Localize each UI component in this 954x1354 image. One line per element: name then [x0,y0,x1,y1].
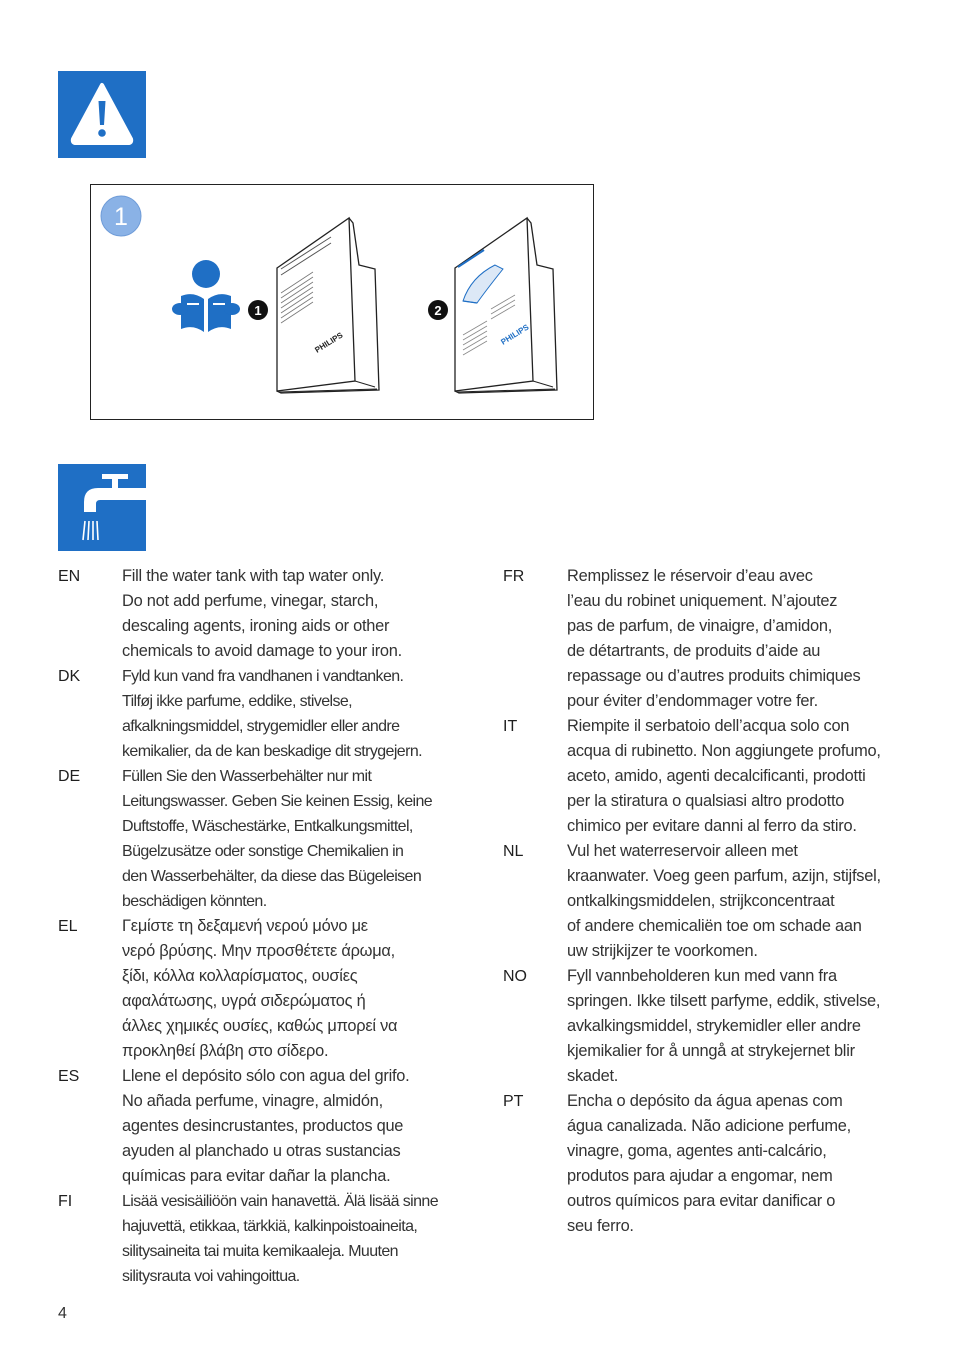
step-number: 1 [114,203,128,231]
text-line: água canalizada. Não adicione perfume, [567,1117,851,1135]
left-text-column [58,564,458,1289]
language-text [122,564,402,664]
language-text [122,664,422,764]
text-line: προκληθεί βλάβη στο σίδερο. [122,1042,329,1060]
step-badge [101,196,141,236]
text-line: produtos para ajudar a engomar, nem [567,1167,833,1185]
text-line: ontkalkingsmiddelen, strijkconcentraat [567,892,835,910]
language-entry-nl [503,839,903,964]
language-entry-en [58,564,458,664]
text-line: springen. Ikke tilsett parfyme, eddik, stivelse, [567,992,881,1010]
language-code: DK [58,668,81,685]
text-line: l’eau du robinet uniquement. N’ajoutez [567,592,838,610]
text-line: pas de parfum, de vinaigre, d’amidon, [567,617,832,635]
text-line: Lisää vesisäiliöön vain hanavettä. Älä lisää sinne [122,1193,438,1210]
text-line: aceto, amido, agenti decalcificanti, prodotti [567,767,866,785]
text-line: Γεμίστε τη δεξαμενή νερού μόνο με [122,917,368,935]
page-number: 4 [58,1305,67,1322]
text-line: vinagre, goma, agentes anti-calcário, [567,1142,827,1160]
text-line: outros químicos para evitar danificar o [567,1192,836,1210]
person-reading-icon [172,260,240,332]
text-line: ξίδι, κόλλα κολλαρίσματος, ουσίες [122,967,358,985]
svg-text:2: 2 [434,303,442,318]
text-line: Llene el depósito sólo con agua del grifo. [122,1067,410,1085]
language-entry-el [58,914,458,1064]
language-code: ES [58,1068,80,1085]
text-line: Vul het waterreservoir alleen met [567,842,798,860]
text-line: Do not add perfume, vinegar, starch, [122,592,379,610]
language-text [567,839,881,964]
language-code: PT [503,1093,524,1110]
text-line: άλλες χημικές ουσίες, καθώς μπορεί να [122,1017,398,1035]
text-line: afkalkningsmiddel, strygemidler eller andre [122,718,400,735]
text-line: silitysaineita tai muita kemikaaleja. Muuten [122,1243,398,1260]
text-line: agentes desincrustantes, productos que [122,1117,404,1135]
language-text [567,1089,851,1239]
text-line: Fill the water tank with tap water only. [122,567,385,585]
book-2-illustration [455,218,557,393]
warning-icon-box [58,71,146,158]
text-line: chimico per evitare danni al ferro da stiro. [567,817,857,835]
text-line: Riempite il serbatoio dell’acqua solo con [567,717,850,735]
language-text [122,914,397,1064]
text-line: per la stiratura o qualsiasi altro prodotto [567,792,845,810]
language-entry-de [58,764,458,914]
warning-triangle-icon [58,71,146,158]
language-code: EN [58,568,81,585]
text-line: avkalkingsmiddel, strykemidler eller andre [567,1017,861,1035]
language-code: NL [503,843,524,860]
text-line: kemikalier, da de kan beskadige dit strygejern. [122,743,422,760]
language-entry-fi [58,1189,458,1289]
text-line: Duftstoffe, Wäschestärke, Entkalkungsmittel, [122,818,413,835]
language-code: IT [503,718,518,735]
text-line: pour éviter d’endommager votre fer. [567,692,818,710]
language-code: FR [503,568,525,585]
text-line: químicas para evitar dañar la plancha. [122,1167,391,1185]
text-line: acqua di rubinetto. Non aggiungete profumo, [567,742,881,760]
text-line: Tilføj ikke parfume, eddike, stivelse, [122,693,353,710]
text-line: seu ferro. [567,1217,634,1235]
language-text [122,1189,438,1289]
text-line: kjemikalier for å unngå at strykejernet blir [567,1042,855,1060]
text-line: Füllen Sie den Wasserbehälter nur mit [122,768,372,785]
language-code: DE [58,768,81,785]
language-text [567,964,880,1089]
text-line: hajuvettä, etikkaa, tärkkiä, kalkinpoistoaineita, [122,1218,418,1235]
language-entry-it [503,714,903,839]
text-line: of andere chemicaliën toe om schade aan [567,917,862,935]
text-line: den Wasserbehälter, da diese das Bügeleisen [122,868,422,885]
book-2-brand: PHILIPS [499,322,531,347]
text-line: ayuden al planchado u otras sustancias [122,1142,401,1160]
text-line: kraanwater. Voeg geen parfum, azijn, stijfsel, [567,867,881,885]
text-line: νερό βρύσης. Μην προσθέτετε άρωμα, [122,942,395,960]
book-1-brand: PHILIPS [313,330,345,355]
language-text [567,714,881,839]
water-tap-icon [58,464,146,551]
text-line: Bügelzusätze oder sonstige Chemikalien in [122,843,404,860]
book-1-marker [248,300,268,320]
text-line: Fyld kun vand fra vandhanen i vandtanken. [122,668,404,685]
manual-illustration [90,184,594,420]
text-line: descaling agents, ironing aids or other [122,617,390,635]
text-line: Leitungswasser. Geben Sie keinen Essig, keine [122,793,433,810]
language-entry-no [503,964,903,1089]
language-text [122,1064,409,1189]
language-text [122,764,432,914]
right-text-column [503,564,903,1239]
language-entry-es [58,1064,458,1189]
text-line: de détartrants, de produits d’aide au [567,642,821,660]
text-line: αφαλάτωσης, υγρά σιδερώματος ή [122,992,366,1010]
text-line: Remplissez le réservoir d’eau avec [567,567,813,585]
text-line: Fyll vannbeholderen kun med vann fra [567,967,837,985]
language-entry-fr [503,564,903,714]
language-code: FI [58,1193,73,1210]
text-line: Encha o depósito da água apenas com [567,1092,843,1110]
book-2-marker [428,300,448,320]
text-line: skadet. [567,1067,619,1085]
book-1-illustration [277,218,379,393]
language-text [567,564,860,714]
tap-water-icon-box [58,464,146,551]
language-entry-dk [58,664,458,764]
text-line: repassage ou d’autres produits chimiques [567,667,861,685]
language-code: EL [58,918,78,935]
svg-text:1: 1 [254,303,262,318]
text-line: uw strijkijzer te voorkomen. [567,942,758,960]
text-line: chemicals to avoid damage to your iron. [122,642,402,660]
text-line: silitysrauta voi vahingoittua. [122,1268,300,1285]
text-line: beschädigen könnten. [122,893,267,910]
language-entry-pt [503,1089,903,1239]
language-code: NO [503,968,527,985]
text-line: No añada perfume, vinagre, almidón, [122,1092,383,1110]
